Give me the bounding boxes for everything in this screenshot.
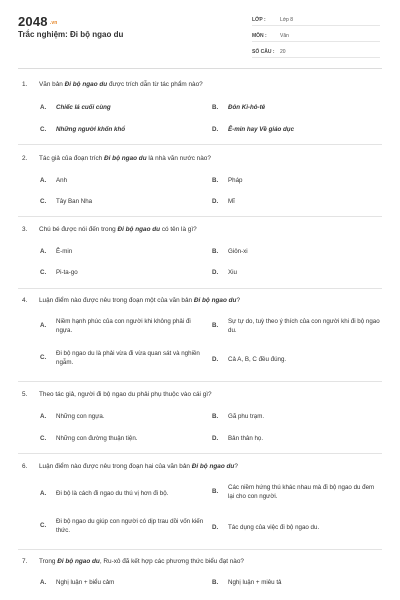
logo-text: 2048: [18, 14, 48, 29]
question-text: 7. Trong Đi bộ ngao du, Ru-xô đã kết hợp các phương thức biểu đạt nào?: [22, 558, 244, 565]
option-c[interactable]: C. Đi bộ ngao du là phải vừa đi vừa quan sát và nghiền ngẫm.: [40, 350, 200, 366]
meta-row-count: [252, 46, 380, 58]
question-3: [22, 225, 384, 234]
site-logo[interactable]: [18, 14, 58, 29]
question-text: 6. Luận điểm nào được nêu trong đoạn hai của văn bản Đi bộ ngao du?: [22, 463, 238, 470]
option-d[interactable]: D. Mĩ: [212, 198, 235, 205]
meta-row-class: [252, 14, 380, 26]
question-divider: [18, 216, 382, 217]
question-1: [22, 80, 384, 89]
logo-suffix: .vn: [49, 20, 58, 26]
header: [0, 0, 400, 62]
option-a[interactable]: A. Anh: [40, 177, 68, 184]
option-b[interactable]: B. Gã phu trạm.: [212, 413, 265, 420]
meta-value: 20: [280, 48, 286, 55]
quiz-meta: [252, 14, 380, 62]
question-6: [22, 462, 384, 471]
option-b[interactable]: B. Sự tự do, tuỳ theo ý thích của con người khi đi bộ ngao du.: [212, 318, 380, 334]
option-b[interactable]: B. Nghị luận + miêu tả: [212, 579, 282, 586]
question-2: [22, 154, 384, 163]
question-divider: [18, 288, 382, 289]
option-a[interactable]: A. Ê-min: [40, 248, 73, 255]
option-a[interactable]: A. Niềm hạnh phúc của con người khi không phải đi ngựa.: [40, 318, 191, 334]
option-c[interactable]: C. Những người khốn khổ: [40, 126, 126, 133]
option-d[interactable]: D. Bản thân họ.: [212, 435, 264, 442]
question-7: [22, 557, 384, 566]
option-a[interactable]: A. Chiếc lá cuối cùng: [40, 104, 111, 111]
option-c[interactable]: C. Tây Ban Nha: [40, 198, 93, 205]
option-b[interactable]: B. Giôn-xi: [212, 248, 248, 255]
option-a[interactable]: A. Nghị luận + biểu cảm: [40, 579, 115, 586]
option-c[interactable]: C. Đi bộ ngao du giúp con người có dịp trau dồi vốn kiến thức.: [40, 518, 204, 534]
question-text: 2. Tác giả của đoạn trích Đi bộ ngao du là nhà văn nước nào?: [22, 155, 211, 162]
question-text: 1. Văn bản Đi bộ ngao du được trích dẫn từ tác phẩm nào?: [22, 81, 203, 88]
question-divider: [18, 549, 382, 550]
option-a[interactable]: A. Những con ngựa.: [40, 413, 105, 420]
question-text: 3. Chú bé được nói đến trong Đi bộ ngao du có tên là gì?: [22, 226, 197, 233]
option-c[interactable]: C. Pi-ta-go: [40, 269, 78, 276]
question-5: [22, 390, 384, 399]
meta-key: SỐ CÂU :: [252, 48, 275, 55]
meta-key: LỚP :: [252, 16, 266, 23]
meta-key: MÔN :: [252, 32, 267, 39]
header-divider: [18, 68, 382, 69]
option-d[interactable]: D. Cả A, B, C đều đúng.: [212, 356, 287, 363]
option-a[interactable]: A. Đi bộ là cách đi ngao du thú vị hơn đi bộ.: [40, 490, 169, 497]
option-d[interactable]: D. Xiu: [212, 269, 237, 276]
question-divider: [18, 144, 382, 145]
option-b[interactable]: B. Pháp: [212, 177, 243, 184]
option-b[interactable]: B. Đôn Ki-hô-tê: [212, 104, 266, 111]
question-divider: [18, 381, 382, 382]
meta-value: Văn: [280, 32, 289, 39]
question-divider: [18, 453, 382, 454]
option-c[interactable]: C. Những con đường thuận tiện.: [40, 435, 138, 442]
question-text: 4. Luận điểm nào được nêu trong đoạn một của văn bản Đi bộ ngao du?: [22, 297, 241, 304]
meta-row-subject: [252, 30, 380, 42]
option-d[interactable]: D. Tác dụng của việc đi bộ ngao du.: [212, 524, 320, 531]
question-text: 5. Theo tác giả, người đi bộ ngao du phải phụ thuộc vào cái gì?: [22, 391, 212, 398]
option-b[interactable]: B. Các niềm hứng thú khác nhau mà đi bộ ngao du đem lại cho con người.: [212, 484, 375, 500]
option-d[interactable]: D. Ê-min hay Về giáo dục: [212, 126, 295, 133]
question-4: [22, 296, 384, 305]
quiz-title: Trắc nghiệm: Đi bộ ngao du: [18, 30, 124, 39]
meta-value: Lớp 8: [280, 16, 294, 23]
